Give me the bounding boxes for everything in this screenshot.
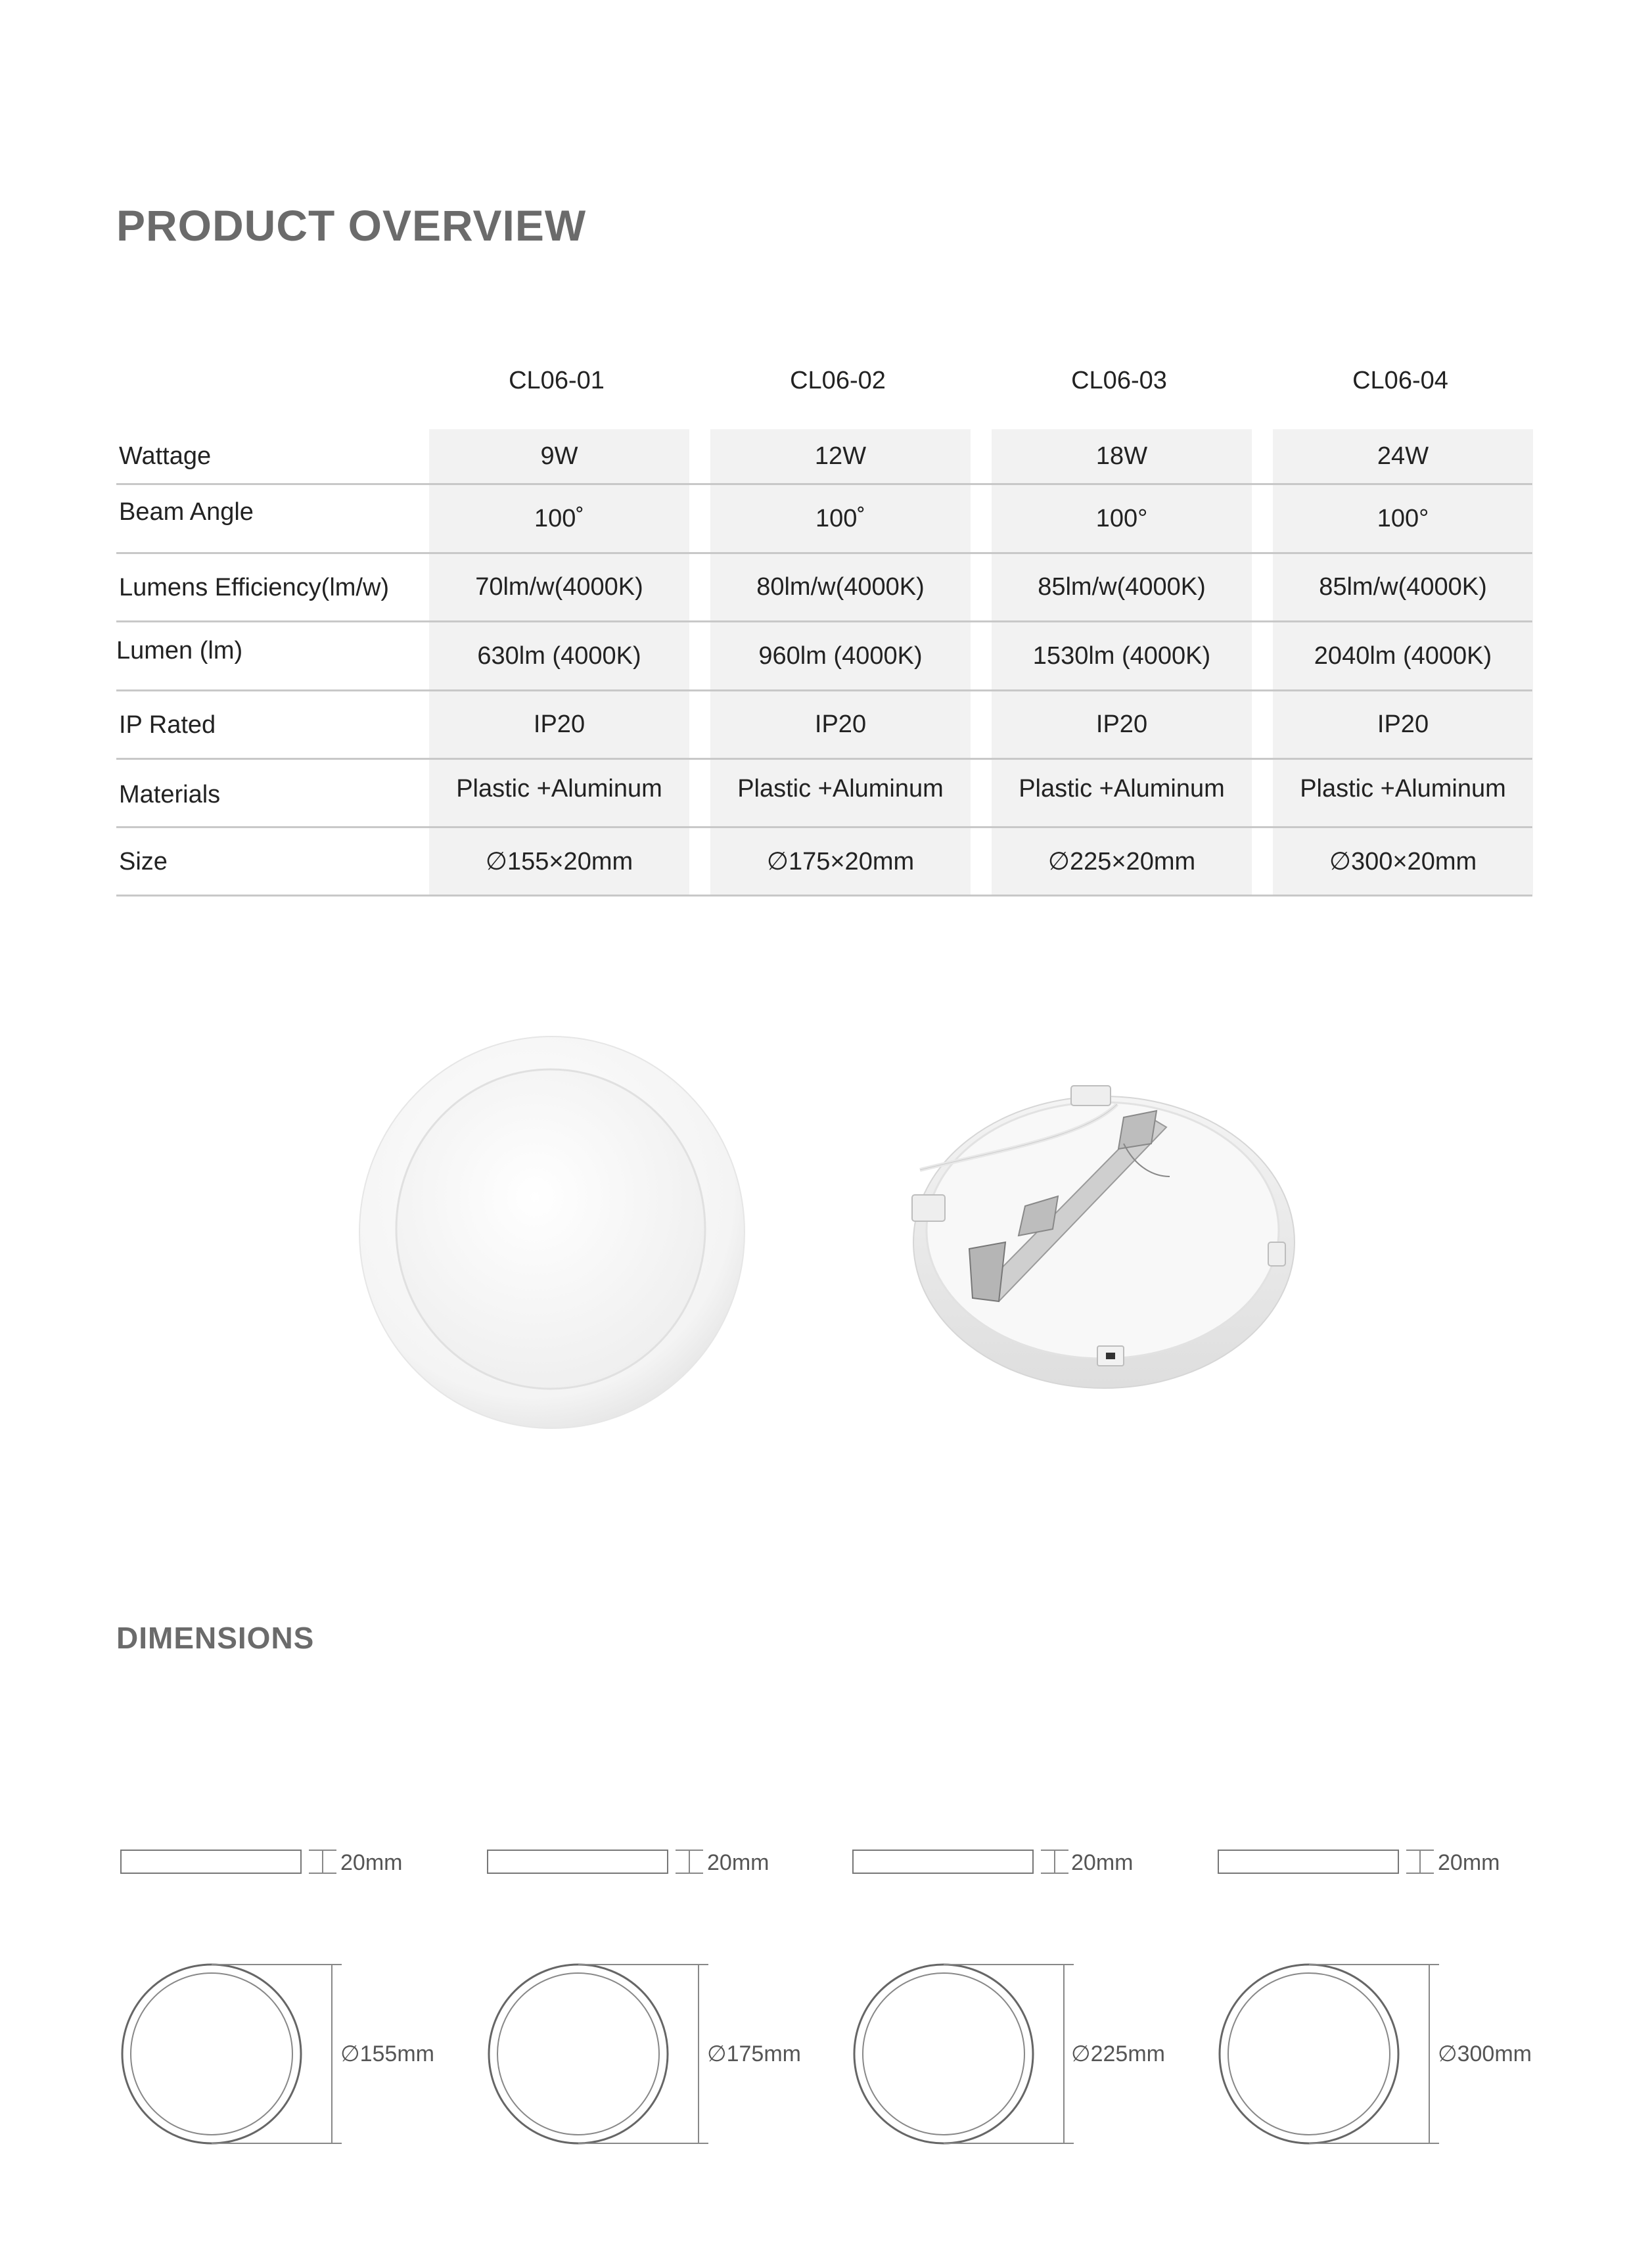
row-label: Size	[119, 848, 168, 875]
dimension-item	[488, 1850, 801, 2143]
table-row-ip-rated	[116, 691, 1532, 760]
row-label: Lumens Efficiency(lm/w)	[119, 574, 390, 601]
height-label: 20mm	[1438, 1850, 1500, 1875]
height-label: 20mm	[707, 1850, 769, 1875]
inner-circle	[863, 1973, 1024, 2135]
side-profile	[853, 1850, 1033, 1873]
column-header-model: CL06-03	[1071, 367, 1167, 394]
outer-circle	[489, 1965, 668, 2143]
table-cell: IP20	[1273, 691, 1533, 758]
table-cell: 100°	[1273, 485, 1533, 552]
table-cell: ∅225×20mm	[992, 828, 1252, 895]
table-row-lumens-efficiency	[116, 554, 1532, 622]
dimension-item	[853, 1850, 1165, 2143]
height-label: 20mm	[1071, 1850, 1134, 1875]
table-cell: Plastic +Aluminum	[710, 760, 971, 826]
column-header-model: CL06-02	[790, 367, 886, 394]
row-divider	[116, 895, 1532, 897]
table-cell: IP20	[429, 691, 689, 758]
table-cell: ∅300×20mm	[1273, 828, 1533, 895]
table-row-materials	[116, 760, 1532, 828]
table-cell: 70lm/w(4000K)	[429, 554, 689, 620]
dimension-item	[1218, 1850, 1532, 2143]
table-cell: 12W	[710, 429, 971, 483]
table-cell: 100°	[992, 485, 1252, 552]
row-label: Beam Angle	[119, 498, 254, 526]
table-row-size	[116, 828, 1532, 897]
table-row-beam-angle	[116, 485, 1532, 554]
table-cell: ∅175×20mm	[710, 828, 971, 895]
page-title: PRODUCT OVERVIEW	[116, 201, 587, 250]
diameter-label: ∅175mm	[707, 2041, 801, 2066]
table-row-wattage	[116, 429, 1532, 485]
diameter-label: ∅300mm	[1438, 2041, 1532, 2066]
inner-circle	[1228, 1973, 1390, 2135]
table-cell: ∅155×20mm	[429, 828, 689, 895]
outer-circle	[122, 1965, 301, 2143]
table-cell: 2040lm (4000K)	[1273, 622, 1533, 689]
table-cell: 18W	[992, 429, 1252, 483]
table-cell: 80lm/w(4000K)	[710, 554, 971, 620]
dimension-drawings	[0, 1827, 1652, 2169]
inner-circle	[131, 1973, 292, 2135]
table-cell: 960lm (4000K)	[710, 622, 971, 689]
table-row-lumen	[116, 622, 1532, 691]
side-profile	[121, 1850, 301, 1873]
row-label: Materials	[119, 781, 221, 808]
diameter-label: ∅225mm	[1071, 2041, 1165, 2066]
side-profile	[488, 1850, 668, 1873]
column-header-model: CL06-04	[1352, 367, 1448, 394]
product-front-image	[355, 1032, 749, 1433]
diameter-label: ∅155mm	[340, 2041, 434, 2066]
table-cell: Plastic +Aluminum	[1273, 760, 1533, 826]
row-label: Lumen (lm)	[116, 637, 243, 664]
product-back-image	[907, 1078, 1301, 1393]
column-header-model: CL06-01	[509, 367, 605, 394]
section-title: DIMENSIONS	[116, 1621, 315, 1655]
table-cell: Plastic +Aluminum	[992, 760, 1252, 826]
table-cell: 85lm/w(4000K)	[1273, 554, 1533, 620]
outer-circle	[1220, 1965, 1398, 2143]
table-cell: IP20	[992, 691, 1252, 758]
table-cell: 100˚	[429, 485, 689, 552]
table-cell: 9W	[429, 429, 689, 483]
outer-circle	[854, 1965, 1033, 2143]
table-cell: IP20	[710, 691, 971, 758]
height-label: 20mm	[340, 1850, 403, 1875]
table-cell: 630lm (4000K)	[429, 622, 689, 689]
table-cell: Plastic +Aluminum	[429, 760, 689, 826]
table-cell: 85lm/w(4000K)	[992, 554, 1252, 620]
dimension-item	[121, 1850, 434, 2143]
inner-circle	[497, 1973, 659, 2135]
table-cell: 1530lm (4000K)	[992, 622, 1252, 689]
table-cell: 100˚	[710, 485, 971, 552]
side-profile	[1218, 1850, 1398, 1873]
row-label: IP Rated	[119, 711, 216, 739]
row-label: Wattage	[119, 442, 212, 470]
table-cell: 24W	[1273, 429, 1533, 483]
